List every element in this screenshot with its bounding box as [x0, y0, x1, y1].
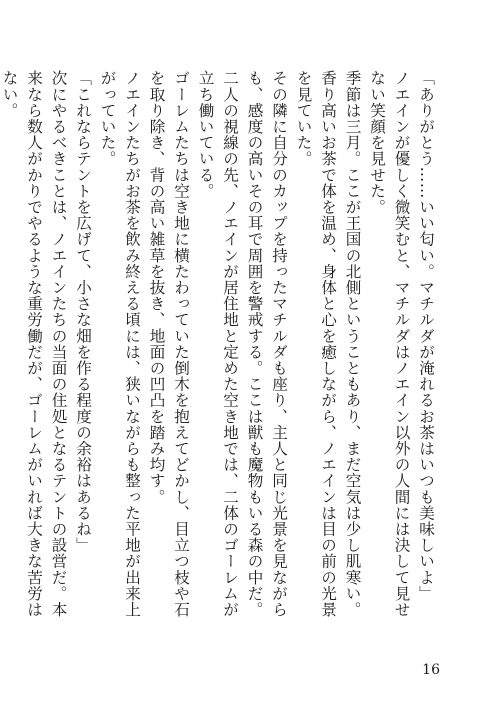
paragraph: 次にやるべきことは、ノエインたちの当面の住処となるテントの設営だ。本来なら数人がかりでやるような重労働だが、ゴーレムがいれば大きな苦労はない。 [0, 70, 68, 618]
paragraph: ノエインたちがお茶を飲み終える頃には、狭いながらも整った平地が出来上がっていた。 [98, 70, 141, 618]
paragraph: 香り高いお茶で体を温め、身体と心を癒しながら、ノエインは目の前の光景を見ていた。 [294, 70, 337, 618]
vertical-text-body [0, 70, 438, 630]
paragraph: 「これならテントを広げて、小さな畑を作る程度の余裕はあるね」 [74, 70, 92, 553]
paragraph: 「ありがとう……いい匂い。マチルダが淹れるお茶はいつも美味しいよ」 [417, 70, 435, 602]
paragraph: その隣に自分のカップを持ったマチルダも座り、主人と同じ光景を見ながらも、感度の高いその耳で周囲を警戒する。ここは獣も魔物もいる森の中だ。 [245, 70, 288, 618]
paragraph: 二人の視線の先、ノエインが居住地と定めた空き地では、二体のゴーレムが立ち働いている。 [196, 70, 239, 618]
paragraph: ゴーレムたちは空き地に横たわっていた倒木を抱えてどかし、目立つ枝や石を取り除き、背の高い雑草を抜き、地面の凹凸を踏み均す。 [147, 70, 190, 618]
paragraph: 季節は三月。ここが王国の北側ということもあり、まだ空気は少し肌寒い。 [343, 70, 362, 618]
page-number: 16 [422, 662, 440, 678]
paragraph: ノエインが優しく微笑むと、マチルダはノエイン以外の人間には決して見せない笑顔を見せた。 [368, 70, 411, 618]
